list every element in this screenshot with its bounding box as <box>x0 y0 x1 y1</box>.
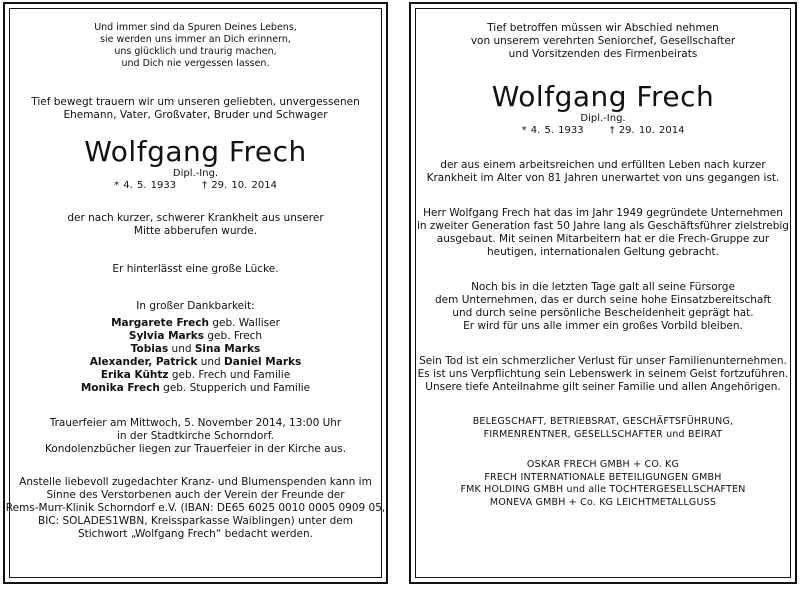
staff-line: FIRMENRENTNER, GESELLSCHAFTER und BEIRAT <box>483 428 723 440</box>
funeral-line: in der Stadtkirche Schorndorf. <box>117 430 274 442</box>
poem-line: Und immer sind da Spuren Deines Lebens, <box>94 22 297 33</box>
mourner-name: Daniel Marks <box>224 356 302 368</box>
company-line: FMK HOLDING GMBH und alle TOCHTERGESELLSCHAFTEN <box>460 484 746 495</box>
career-text <box>411 207 795 259</box>
mourner-entry <box>5 382 386 395</box>
care-text <box>411 281 795 333</box>
gap-text <box>5 263 386 276</box>
intro-line: Tief bewegt trauern wir um unseren geliebten, unvergessenen <box>31 96 360 108</box>
mourner-name: Sina Marks <box>194 343 261 355</box>
mourner-detail: geb. Walliser <box>208 317 280 329</box>
donation-line: Stichwort „Wolfgang Frech“ bedacht werden. <box>77 528 314 540</box>
life-dates <box>5 180 386 192</box>
gratitude-heading: In großer Dankbarkeit: <box>136 300 255 312</box>
poem-line: uns glücklich und traurig machen, <box>114 46 277 57</box>
funeral-line: Kondolenzbücher liegen zur Trauerfeier in der Kirche aus. <box>44 443 347 455</box>
company-obituary-notice <box>409 2 797 584</box>
career-line: Herr Wolfgang Frech hat das im Jahr 1949 gegründete Unternehmen <box>423 207 783 219</box>
loss-line: Unsere tiefe Anteilnahme gilt seiner Familie und allen Angehörigen. <box>425 381 781 393</box>
mourner-name: Monika Frech <box>80 382 160 394</box>
mourner-name: Tobias <box>130 343 169 355</box>
intro-line: Ehemann, Vater, Großvater, Bruder und Schwager <box>63 109 328 121</box>
mourner-entry <box>5 330 386 343</box>
birth-date: * 4. 5. 1933 <box>521 125 584 136</box>
gap-line: Er hinterlässt eine große Lücke. <box>112 263 279 275</box>
funeral-line: Trauerfeier am Mittwoch, 5. November 2014, 13:00 Uhr <box>49 417 342 429</box>
life-line: Krankheit im Alter von 81 Jahren unerwartet von uns gegangen ist. <box>426 172 780 184</box>
academic-title: Dipl.-Ing. <box>580 113 626 124</box>
company-line: OSKAR FRECH GMBH + CO. KG <box>526 459 680 470</box>
death-date: † 29. 10. 2014 <box>202 180 277 191</box>
company-line: FRECH INTERNATIONALE BETEILIGUNGEN GMBH <box>484 471 722 483</box>
life-dates <box>411 125 795 137</box>
donation-line: Sinne des Verstorbenen auch der Verein der Freunde der <box>46 489 345 501</box>
care-line: Noch bis in die letzten Tage galt all seine Fürsorge <box>471 281 735 293</box>
poem-line: sie werden uns immer an Dich erinnern, <box>100 34 291 45</box>
donation-line: BIC: SOLADES1WBN, Kreissparkasse Waiblingen) unter dem <box>38 515 353 527</box>
mourner-detail: geb. Stupperich und Familie <box>159 382 311 394</box>
donation-line: Rems-Murr-Klinik Schorndorf e.V. (IBAN: DE65 6025 0010 0005 0909 05, <box>5 502 386 514</box>
company-line: MONEVA GMBH + Co. KG LEICHTMETALLGUSS <box>489 496 717 508</box>
deceased-name: Wolfgang Frech <box>84 135 307 168</box>
mourner-entry <box>5 356 386 369</box>
loss-line: Sein Tod ist ein schmerzlicher Verlust für unser Familienunternehmen. <box>419 355 787 367</box>
intro-line: und Vorsitzenden des Firmenbeirats <box>508 48 698 60</box>
deceased-name: Wolfgang Frech <box>491 80 715 113</box>
company-signature <box>411 459 795 509</box>
cause-line: Mitte abberufen wurde. <box>133 225 258 237</box>
loss-text <box>411 355 795 394</box>
intro-line: von unserem verehrten Seniorchef, Gesellschafter <box>470 35 736 47</box>
cause-line: der nach kurzer, schwerer Krankheit aus unserer <box>67 212 324 224</box>
care-line: dem Unternehmen, das er durch seine hohe Einsatzbereitschaft <box>435 294 771 306</box>
birth-date: * 4. 5. 1933 <box>114 180 177 191</box>
career-line: heutigen, internationalen Geltung gebracht. <box>487 246 719 258</box>
academic-title: Dipl.-Ing. <box>172 168 219 179</box>
poem-line: und Dich nie vergessen lassen. <box>121 58 270 69</box>
mourners-list <box>5 317 386 395</box>
intro-line: Tief betroffen müssen wir Abschied nehmen <box>487 22 719 34</box>
cause-text <box>5 212 386 238</box>
mourner-entry <box>5 317 386 330</box>
mourner-detail: geb. Frech <box>204 330 263 342</box>
care-line: und durch seine persönliche Bescheidenheit geprägt hat. <box>452 307 754 319</box>
poem <box>5 22 386 70</box>
funeral-info <box>5 417 386 456</box>
donation-line: Anstelle liebevoll zugedachter Kranz- und Blumenspenden kann im <box>19 476 372 488</box>
mourner-entry <box>5 369 386 382</box>
staff-signature <box>411 416 795 441</box>
mourner-name: Alexander, Patrick <box>89 356 198 368</box>
life-line: der aus einem arbeitsreichen und erfüllten Leben nach kurzer <box>440 159 766 171</box>
staff-line: BELEGSCHAFT, BETRIEBSRAT, GESCHÄFTSFÜHRUNG, <box>472 416 734 427</box>
life-text <box>411 159 795 185</box>
mourner-name: Erika Kühtz <box>100 369 169 381</box>
death-date: † 29. 10. 2014 <box>609 125 685 136</box>
mourner-name: Margarete Frech <box>111 317 209 329</box>
mourner-entry <box>5 343 386 356</box>
mourner-detail: und <box>168 343 195 355</box>
care-line: Er wird für uns alle immer ein großes Vorbild bleiben. <box>463 320 743 332</box>
career-line: ausgebaut. Mit seinen Mitarbeitern hat er die Frech-Gruppe zur <box>436 233 770 245</box>
mourner-detail: und <box>197 356 225 368</box>
family-obituary-notice <box>3 2 388 584</box>
loss-line: Es ist uns Verpflichtung sein Lebenswerk in seinem Geist fortzuführen. <box>417 368 789 380</box>
donation-info <box>5 476 386 541</box>
career-line: in zweiter Generation fast 50 Jahre lang als Geschäftsführer zielstrebig <box>417 220 789 232</box>
intro-text <box>5 96 386 122</box>
intro-text <box>411 22 795 61</box>
mourner-name: Sylvia Marks <box>128 330 205 342</box>
mourner-detail: geb. Frech und Familie <box>168 369 291 381</box>
